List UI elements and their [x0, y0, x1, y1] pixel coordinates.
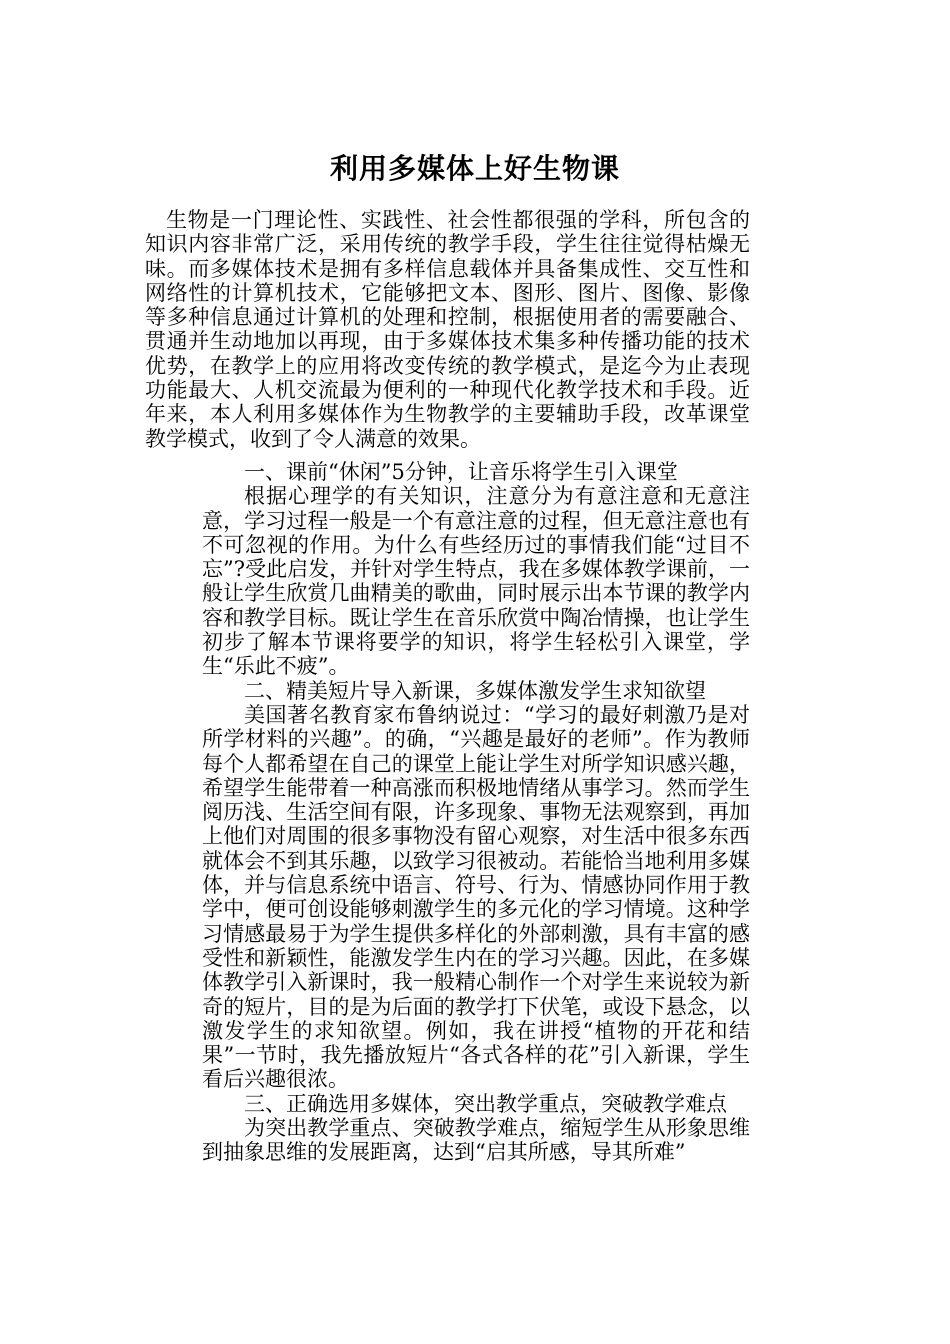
page-title: 利用多媒体上好生物课 — [329, 151, 620, 185]
section-heading-2: 二、精美短片导入新课，多媒体激发学生求知欲望 — [244, 678, 706, 703]
intro-paragraph: 生物是一门理论性、实践性、社会性都很强的学科，所包含的知识内容非常广泛，采用传统的教学手段，学生往往觉得枯燥无味。而多媒体技术是拥有多样信息载体并具备集成性、交互性和网络性的计算机技术，它能够把文本、图形、图片、图像、影像等多种信息通过计算机的处理和控制，根据使用者的需要融合、贯通并生动地加以再现，由于多媒体技术集多种传播功能的技术优势，在教学上的应用将改变传统的教学模式，是迄今为止表现功能最大、人机交流最为便利的一种现代化教学技术和手段。近年来，本人利用多媒体作为生物教学的主要辅助手段，改革课堂教学模式，收到了令人满意的效果。 — [145, 208, 750, 451]
section-heading-1: 一、课前“休闲”5分钟，让音乐将学生引入课堂 — [244, 460, 678, 484]
section-heading-3: 三、正确选用多媒体，突出教学重点，突破教学难点 — [244, 1091, 727, 1116]
section-paragraph-3: 为突出教学重点、突破教学难点，缩短学生从形象思维到抽象思维的发展距离，达到“启其所感，导其所难” — [202, 1116, 750, 1165]
document-body — [202, 460, 750, 1165]
section-paragraph-1: 根据心理学的有关知识，注意分为有意注意和无意注意，学习过程一般是一个有意注意的过程，但无意注意也有不可忽视的作用。为什么有些经历过的事情我们能“过目不忘”?受此启发，并针对学生特点，我在多媒体教学课前，一般让学生欣赏几曲精美的歌曲，同时展示出本节课的教学内容和教学目标。既让学生在音乐欣赏中陶冶情操，也让学生初步了解本节课将要学的知识，将学生轻松引入课堂，学生“乐此不疲”。 — [202, 484, 750, 679]
section-paragraph-2: 美国著名教育家布鲁纳说过：“学习的最好刺激乃是对所学材料的兴趣”。的确，“兴趣是最好的老师”。作为教师每个人都希望在自己的课堂上能让学生对所学知识感兴趣，希望学生能带着一种高涨而积极地情绪从事学习。然而学生阅历浅、生活空间有限，许多现象、事物无法观察到，再加上他们对周围的很多事物没有留心观察，对生活中很多东西就体会不到其乐趣，以致学习很被动。若能恰当地利用多媒体，并与信息系统中语言、符号、行为、情感协同作用于教学中，便可创设能够刺激学生的多元化的学习情境。这种学习情感最易于为学生提供多样化的外部刺激，具有丰富的感受性和新颖性，能激发学生内在的学习兴趣。因此，在多媒体教学引入新课时，我一般精心制作一个对学生来说较为新奇的短片，目的是为后面的教学打下伏笔，或设下悬念，以激发学生的求知欲望。例如，我在讲授“植物的开花和结果”一节时，我先播放短片“各式各样的花”引入新课，学生看后兴趣很浓。 — [202, 702, 750, 1092]
